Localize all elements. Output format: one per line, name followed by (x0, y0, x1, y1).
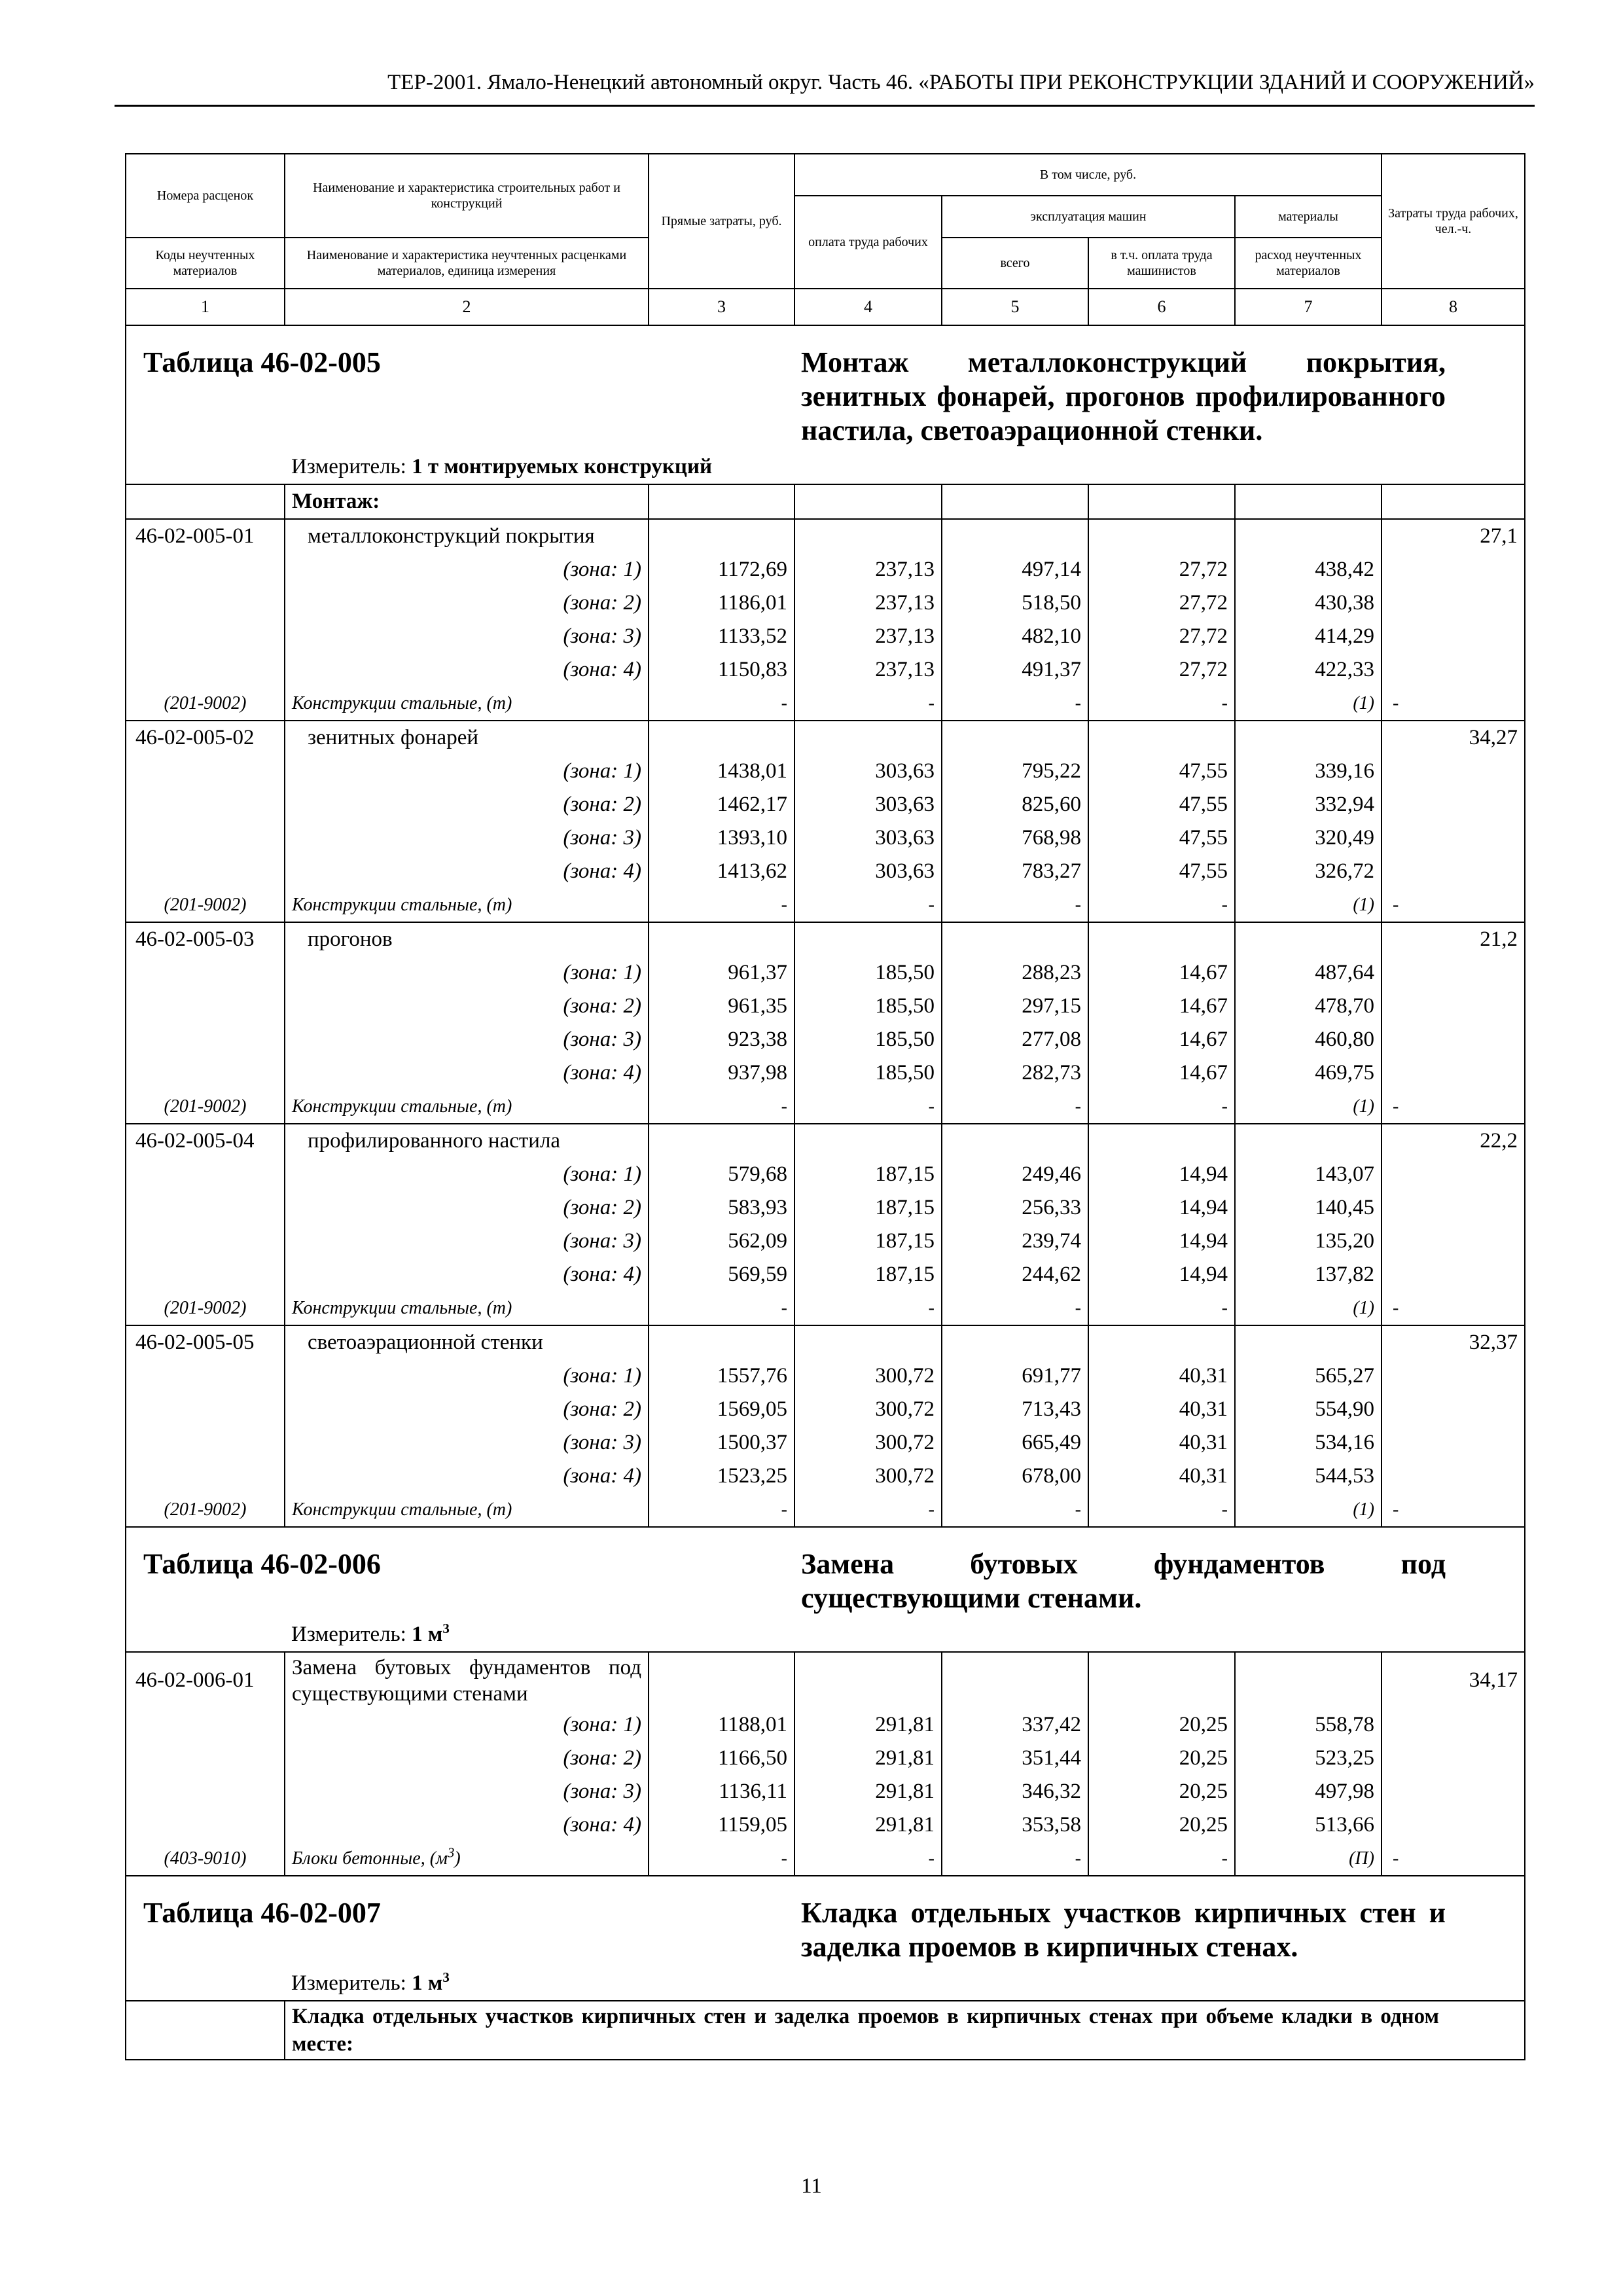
material-wage: - (794, 1842, 942, 1876)
table-label: Таблица 46-02-005 (126, 325, 794, 450)
table-title: Замена бутовых фундаментов под существующими стенами. (794, 1527, 1525, 1618)
direct-cost: 562,09 (649, 1225, 794, 1258)
zone-row (126, 1393, 1525, 1426)
header-mach-total: всего (942, 238, 1088, 289)
zone-label: (зона: 1) (285, 956, 649, 990)
zone-row (126, 990, 1525, 1023)
machine-cost: 337,42 (942, 1708, 1088, 1742)
col-number: 5 (942, 289, 1088, 325)
table-label: Таблица 46-02-006 (126, 1527, 794, 1618)
work-name: зенитных фонарей (285, 721, 649, 755)
wage-cost: 237,13 (794, 620, 942, 653)
material-direct: - (649, 1090, 794, 1124)
machine-cost: 518,50 (942, 586, 1088, 620)
material-wage: - (794, 1493, 942, 1527)
wage-cost: 187,15 (794, 1158, 942, 1191)
material-cost: 320,49 (1235, 821, 1382, 855)
machine-cost: 297,15 (942, 990, 1088, 1023)
zone-row (126, 653, 1525, 687)
material-cost: 469,75 (1235, 1056, 1382, 1090)
material-usage: (П) (1235, 1842, 1382, 1876)
direct-cost: 569,59 (649, 1258, 794, 1291)
material-cost: 478,70 (1235, 990, 1382, 1023)
material-cost: 558,78 (1235, 1708, 1382, 1742)
zone-label: (зона: 4) (285, 653, 649, 687)
direct-cost: 1569,05 (649, 1393, 794, 1426)
wage-cost: 291,81 (794, 1708, 942, 1742)
material-cost: 143,07 (1235, 1158, 1382, 1191)
work-name: светоаэрационной стенки (285, 1325, 649, 1359)
material-name: Конструкции стальные, (т) (285, 1090, 649, 1124)
wage-cost: 187,15 (794, 1191, 942, 1225)
measure-unit: Измеритель: 1 $м^3$ (285, 1618, 1525, 1652)
machinist-wage: 14,94 (1088, 1225, 1235, 1258)
direct-cost: 1413,62 (649, 855, 794, 888)
header-rule (115, 105, 1535, 107)
section-row (126, 484, 1525, 519)
zone-label: (зона: 1) (285, 553, 649, 586)
zone-row (126, 1158, 1525, 1191)
direct-cost: 1438,01 (649, 755, 794, 788)
material-row (126, 1291, 1525, 1325)
work-name: прогонов (285, 922, 649, 956)
machinist-wage: 47,55 (1088, 788, 1235, 821)
machinist-wage: 47,55 (1088, 855, 1235, 888)
machinist-wage: 14,94 (1088, 1191, 1235, 1225)
material-cost: 544,53 (1235, 1460, 1382, 1493)
direct-cost: 961,35 (649, 990, 794, 1023)
material-wage: - (794, 1291, 942, 1325)
section-title: Монтаж: (285, 484, 649, 519)
zone-row (126, 1056, 1525, 1090)
machinist-wage: 14,67 (1088, 1056, 1235, 1090)
material-code: (201-9002) (126, 687, 285, 721)
machine-cost: 351,44 (942, 1742, 1088, 1775)
material-row (126, 687, 1525, 721)
col-number: 4 (794, 289, 942, 325)
measure-row (126, 1618, 1525, 1652)
header-incl: В том числе, руб. (794, 154, 1382, 196)
material-cost: 430,38 (1235, 586, 1382, 620)
material-code: (201-9002) (126, 1291, 285, 1325)
material-code: (403-9010) (126, 1842, 285, 1876)
material-cost: 565,27 (1235, 1359, 1382, 1393)
machine-cost: 346,32 (942, 1775, 1088, 1808)
section-row (126, 2001, 1525, 2060)
zone-row (126, 956, 1525, 990)
material-name: Конструкции стальные, (т) (285, 1493, 649, 1527)
wage-cost: 303,63 (794, 755, 942, 788)
material-direct: - (649, 687, 794, 721)
col-number: 7 (1235, 289, 1382, 325)
machine-cost: 678,00 (942, 1460, 1088, 1493)
rate-row (126, 1124, 1525, 1158)
material-cost: 140,45 (1235, 1191, 1382, 1225)
col-number: 1 (126, 289, 285, 325)
material-code: (201-9002) (126, 1493, 285, 1527)
wage-cost: 303,63 (794, 788, 942, 821)
material-cost: 554,90 (1235, 1393, 1382, 1426)
direct-cost: 1136,11 (649, 1775, 794, 1808)
section-title: Кладка отдельных участков кирпичных стен и заделка проемов в кирпичных стенах при объеме кладки в одном месте: (285, 2001, 1525, 2060)
wage-cost: 185,50 (794, 990, 942, 1023)
work-name: Замена бутовых фундаментов под существующими стенами (285, 1652, 649, 1708)
work-name: металлоконструкций покрытия (285, 519, 649, 553)
machine-cost: 244,62 (942, 1258, 1088, 1291)
price-table (125, 153, 1525, 2060)
material-usage: (1) (1235, 687, 1382, 721)
material-cost: 438,42 (1235, 553, 1382, 586)
zone-label: (зона: 3) (285, 1426, 649, 1460)
material-cost: 326,72 (1235, 855, 1382, 888)
zone-row (126, 620, 1525, 653)
zone-label: (зона: 1) (285, 1708, 649, 1742)
zone-label: (зона: 1) (285, 1158, 649, 1191)
material-labor: - (1382, 1291, 1525, 1325)
machinist-wage: 47,55 (1088, 821, 1235, 855)
table-title: Кладка отдельных участков кирпичных стен и заделка проемов в кирпичных стенах. (794, 1876, 1525, 1967)
zone-label: (зона: 4) (285, 1460, 649, 1493)
header-mach-labor: в т.ч. оплата труда машинистов (1088, 238, 1235, 289)
material-name: Блоки бетонные, $(м^3)$ (285, 1842, 649, 1876)
zone-row (126, 1426, 1525, 1460)
machine-cost: 249,46 (942, 1158, 1088, 1191)
direct-cost: 1186,01 (649, 586, 794, 620)
machine-cost: 665,49 (942, 1426, 1088, 1460)
material-cost: 497,98 (1235, 1775, 1382, 1808)
zone-row (126, 586, 1525, 620)
zone-label: (зона: 1) (285, 755, 649, 788)
material-machinist: - (1088, 888, 1235, 922)
col-number: 8 (1382, 289, 1525, 325)
material-machine: - (942, 1090, 1088, 1124)
machinist-wage: 20,25 (1088, 1808, 1235, 1842)
wage-cost: 237,13 (794, 586, 942, 620)
machine-cost: 282,73 (942, 1056, 1088, 1090)
material-usage: (1) (1235, 1090, 1382, 1124)
header-mat-use: расход неучтенных материалов (1235, 238, 1382, 289)
zone-row (126, 755, 1525, 788)
col-number: 3 (649, 289, 794, 325)
wage-cost: 303,63 (794, 855, 942, 888)
zone-label: (зона: 3) (285, 1225, 649, 1258)
material-row (126, 1090, 1525, 1124)
rate-row (126, 1325, 1525, 1359)
zone-row (126, 1742, 1525, 1775)
labor-hours: 22,2 (1382, 1124, 1525, 1158)
zone-label: (зона: 3) (285, 821, 649, 855)
column-numbers-row (126, 289, 1525, 325)
machine-cost: 795,22 (942, 755, 1088, 788)
header-wage: оплата труда рабочих (794, 196, 942, 289)
material-usage: (1) (1235, 1291, 1382, 1325)
machinist-wage: 40,31 (1088, 1359, 1235, 1393)
col-number: 6 (1088, 289, 1235, 325)
labor-hours: 34,17 (1382, 1652, 1525, 1708)
material-usage: (1) (1235, 1493, 1382, 1527)
material-direct: - (649, 1291, 794, 1325)
zone-label: (зона: 2) (285, 788, 649, 821)
measure-unit: Измеритель: 1 т монтируемых конструкций (285, 450, 1525, 484)
material-machine: - (942, 1842, 1088, 1876)
zone-label: (зона: 3) (285, 1775, 649, 1808)
machine-cost: 691,77 (942, 1359, 1088, 1393)
material-machine: - (942, 687, 1088, 721)
col-number: 2 (285, 289, 649, 325)
direct-cost: 1166,50 (649, 1742, 794, 1775)
machine-cost: 256,33 (942, 1191, 1088, 1225)
machinist-wage: 40,31 (1088, 1393, 1235, 1426)
zone-label: (зона: 4) (285, 855, 649, 888)
wage-cost: 291,81 (794, 1775, 942, 1808)
material-cost: 534,16 (1235, 1426, 1382, 1460)
material-cost: 513,66 (1235, 1808, 1382, 1842)
zone-label: (зона: 2) (285, 990, 649, 1023)
machine-cost: 491,37 (942, 653, 1088, 687)
wage-cost: 303,63 (794, 821, 942, 855)
header-cell-1: Номера расценок (126, 154, 285, 238)
material-row (126, 1493, 1525, 1527)
header-cell-2b: Наименование и характеристика неучтенных расценками материалов, единица измерения (285, 238, 649, 289)
material-labor: - (1382, 1842, 1525, 1876)
rate-code: 46-02-005-02 (126, 721, 285, 755)
header-cell-1b: Коды неучтенных материалов (126, 238, 285, 289)
material-labor: - (1382, 1090, 1525, 1124)
material-cost: 135,20 (1235, 1225, 1382, 1258)
wage-cost: 237,13 (794, 553, 942, 586)
labor-hours: 21,2 (1382, 922, 1525, 956)
material-cost: 339,16 (1235, 755, 1382, 788)
direct-cost: 937,98 (649, 1056, 794, 1090)
direct-cost: 1159,05 (649, 1808, 794, 1842)
table-title: Монтаж металлоконструкций покрытия, зенитных фонарей, прогонов профилированного настила, светоаэрационной стенки. (794, 325, 1525, 450)
zone-row (126, 1225, 1525, 1258)
material-labor: - (1382, 888, 1525, 922)
machinist-wage: 14,94 (1088, 1158, 1235, 1191)
labor-hours: 32,37 (1382, 1325, 1525, 1359)
machinist-wage: 14,67 (1088, 956, 1235, 990)
machine-cost: 768,98 (942, 821, 1088, 855)
machine-cost: 497,14 (942, 553, 1088, 586)
table-label: Таблица 46-02-007 (126, 1876, 794, 1967)
material-name: Конструкции стальные, (т) (285, 687, 649, 721)
measure-row (126, 1967, 1525, 2001)
material-machine: - (942, 1291, 1088, 1325)
direct-cost: 923,38 (649, 1023, 794, 1056)
rate-code: 46-02-005-01 (126, 519, 285, 553)
material-code: (201-9002) (126, 888, 285, 922)
measure-row (126, 450, 1525, 484)
machine-cost: 277,08 (942, 1023, 1088, 1056)
material-wage: - (794, 1090, 942, 1124)
material-direct: - (649, 1842, 794, 1876)
material-direct: - (649, 888, 794, 922)
zone-label: (зона: 2) (285, 586, 649, 620)
material-name: Конструкции стальные, (т) (285, 1291, 649, 1325)
rate-row (126, 519, 1525, 553)
machinist-wage: 40,31 (1088, 1426, 1235, 1460)
wage-cost: 300,72 (794, 1460, 942, 1493)
header-cell-8: Затраты труда рабочих, чел.-ч. (1382, 154, 1525, 289)
table-title-row (126, 1876, 1525, 1967)
material-cost: 422,33 (1235, 653, 1382, 687)
direct-cost: 1172,69 (649, 553, 794, 586)
zone-row (126, 553, 1525, 586)
material-machinist: - (1088, 1493, 1235, 1527)
wage-cost: 187,15 (794, 1225, 942, 1258)
direct-cost: 1557,76 (649, 1359, 794, 1393)
measure-unit: Измеритель: 1 $м^3$ (285, 1967, 1525, 2001)
machine-cost: 353,58 (942, 1808, 1088, 1842)
machine-cost: 783,27 (942, 855, 1088, 888)
machinist-wage: 27,72 (1088, 620, 1235, 653)
wage-cost: 185,50 (794, 956, 942, 990)
material-wage: - (794, 687, 942, 721)
wage-cost: 291,81 (794, 1742, 942, 1775)
wage-cost: 300,72 (794, 1359, 942, 1393)
machinist-wage: 14,67 (1088, 990, 1235, 1023)
wage-cost: 291,81 (794, 1808, 942, 1842)
material-cost: 332,94 (1235, 788, 1382, 821)
machine-cost: 825,60 (942, 788, 1088, 821)
material-row (126, 1842, 1525, 1876)
zone-label: (зона: 4) (285, 1056, 649, 1090)
machinist-wage: 20,25 (1088, 1775, 1235, 1808)
direct-cost: 1462,17 (649, 788, 794, 821)
labor-hours: 27,1 (1382, 519, 1525, 553)
rate-row (126, 922, 1525, 956)
machine-cost: 239,74 (942, 1225, 1088, 1258)
wage-cost: 185,50 (794, 1023, 942, 1056)
material-labor: - (1382, 1493, 1525, 1527)
machinist-wage: 40,31 (1088, 1460, 1235, 1493)
direct-cost: 1500,37 (649, 1426, 794, 1460)
material-machinist: - (1088, 687, 1235, 721)
material-cost: 460,80 (1235, 1023, 1382, 1056)
zone-row (126, 821, 1525, 855)
zone-row (126, 1359, 1525, 1393)
zone-row (126, 1775, 1525, 1808)
zone-row (126, 855, 1525, 888)
machinist-wage: 20,25 (1088, 1742, 1235, 1775)
zone-label: (зона: 4) (285, 1808, 649, 1842)
table-title-row (126, 325, 1525, 450)
zone-label: (зона: 2) (285, 1393, 649, 1426)
header-materials: материалы (1235, 196, 1382, 238)
direct-cost: 1523,25 (649, 1460, 794, 1493)
machinist-wage: 14,94 (1088, 1258, 1235, 1291)
machine-cost: 288,23 (942, 956, 1088, 990)
zone-label: (зона: 4) (285, 1258, 649, 1291)
zone-label: (зона: 3) (285, 1023, 649, 1056)
direct-cost: 961,37 (649, 956, 794, 990)
direct-cost: 579,68 (649, 1158, 794, 1191)
zone-label: (зона: 3) (285, 620, 649, 653)
material-name: Конструкции стальные, (т) (285, 888, 649, 922)
material-cost: 137,82 (1235, 1258, 1382, 1291)
page-number: 11 (801, 2174, 822, 2198)
running-header: ТЕР-2001. Ямало-Ненецкий автономный округ. Часть 46. «РАБОТЫ ПРИ РЕКОНСТРУКЦИИ ЗДАНИЙ И СООРУЖЕНИЙ» (387, 71, 1535, 94)
zone-row (126, 1191, 1525, 1225)
zone-row (126, 1460, 1525, 1493)
rate-code: 46-02-006-01 (126, 1652, 285, 1708)
material-direct: - (649, 1493, 794, 1527)
wage-cost: 300,72 (794, 1393, 942, 1426)
material-machinist: - (1088, 1842, 1235, 1876)
zone-label: (зона: 2) (285, 1742, 649, 1775)
machinist-wage: 27,72 (1088, 586, 1235, 620)
zone-row (126, 1708, 1525, 1742)
rate-code: 46-02-005-03 (126, 922, 285, 956)
direct-cost: 1188,01 (649, 1708, 794, 1742)
machine-cost: 713,43 (942, 1393, 1088, 1426)
zone-row (126, 1808, 1525, 1842)
table-title-row (126, 1527, 1525, 1618)
material-cost: 523,25 (1235, 1742, 1382, 1775)
machinist-wage: 20,25 (1088, 1708, 1235, 1742)
labor-hours: 34,27 (1382, 721, 1525, 755)
direct-cost: 1133,52 (649, 620, 794, 653)
direct-cost: 1393,10 (649, 821, 794, 855)
zone-row (126, 788, 1525, 821)
wage-cost: 300,72 (794, 1426, 942, 1460)
zone-label: (зона: 1) (285, 1359, 649, 1393)
material-machinist: - (1088, 1090, 1235, 1124)
material-machinist: - (1088, 1291, 1235, 1325)
material-cost: 487,64 (1235, 956, 1382, 990)
zone-label: (зона: 2) (285, 1191, 649, 1225)
direct-cost: 1150,83 (649, 653, 794, 687)
material-machine: - (942, 888, 1088, 922)
rate-row (126, 1652, 1525, 1708)
direct-cost: 583,93 (649, 1191, 794, 1225)
machinist-wage: 27,72 (1088, 653, 1235, 687)
material-labor: - (1382, 687, 1525, 721)
wage-cost: 185,50 (794, 1056, 942, 1090)
rate-code: 46-02-005-04 (126, 1124, 285, 1158)
header-machines: эксплуатация машин (942, 196, 1235, 238)
material-usage: (1) (1235, 888, 1382, 922)
wage-cost: 187,15 (794, 1258, 942, 1291)
machinist-wage: 47,55 (1088, 755, 1235, 788)
machinist-wage: 27,72 (1088, 553, 1235, 586)
machinist-wage: 14,67 (1088, 1023, 1235, 1056)
material-code: (201-9002) (126, 1090, 285, 1124)
wage-cost: 237,13 (794, 653, 942, 687)
material-row (126, 888, 1525, 922)
header-cell-2: Наименование и характеристика строительных работ и конструкций (285, 154, 649, 238)
zone-row (126, 1023, 1525, 1056)
work-name: профилированного настила (285, 1124, 649, 1158)
material-wage: - (794, 888, 942, 922)
rate-row (126, 721, 1525, 755)
zone-row (126, 1258, 1525, 1291)
header-cell-3: Прямые затраты, руб. (649, 154, 794, 289)
material-machine: - (942, 1493, 1088, 1527)
machine-cost: 482,10 (942, 620, 1088, 653)
rate-code: 46-02-005-05 (126, 1325, 285, 1359)
material-cost: 414,29 (1235, 620, 1382, 653)
